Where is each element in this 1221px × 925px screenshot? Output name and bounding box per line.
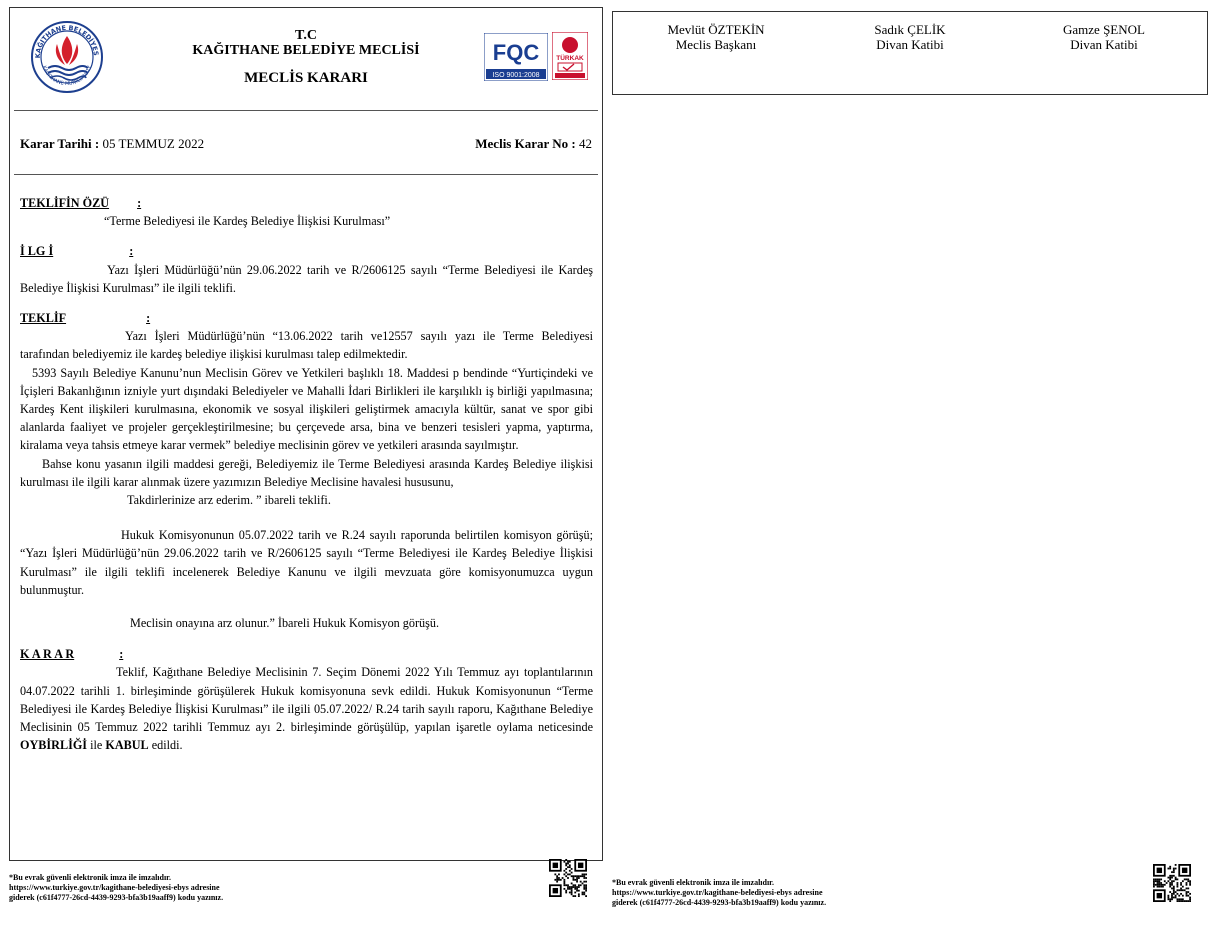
offer-heading: TEKLİF : — [20, 311, 151, 326]
number-value: 42 — [579, 136, 592, 151]
decision-page — [9, 7, 603, 861]
fqc-text: FQC — [492, 40, 540, 65]
signer-chairman — [636, 22, 796, 52]
turkak-text: TÜRKAK — [556, 55, 584, 62]
signature-page — [612, 11, 1208, 95]
offer-paragraph-1: Yazı İşleri Müdürlüğü’nün “13.06.2022 tarih ve12557 sayılı yazı ile Terme Belediyesi tarafından belediyemiz ile kardeş belediye ilişkisi kurulması talep edilmektedir. — [20, 329, 593, 362]
signer-role: Divan Katibi — [876, 37, 944, 52]
signer-name: Mevlüt ÖZTEKİN — [667, 22, 765, 37]
verification-link-left[interactable]: https://www.turkiye.gov.tr/kagithane-belediyesi-ebys adresine — [9, 883, 220, 892]
logo-top-text: KAĞITHANE BELEDİYES — [33, 23, 101, 59]
iso-text: ISO 9001:2008 — [492, 72, 540, 79]
logo-bottom-text: KAĞITHANE MUNICIPALITY — [40, 64, 94, 88]
commission-paragraph-2: Meclisin onayına arz olunur.” İbareli Hukuk Komisyon görüşü. — [130, 616, 440, 631]
offer-paragraph-2: 5393 Sayılı Belediye Kanunu’nun Meclisin Görev ve Yetkileri başlıklı 18. Maddesi p bendinde “Yurtiçindeki ve İçişleri Bakanlığının izniyle yurt dışındaki Belediyeler ve Mahalli İdari Birlikleri ile karşılıklı iş birliği yapılmasına; Kardeş Kent ilişkileri kurulmasına, ekonomik ve sosyal ilişkileri geliştirmek amacıyla kültür, sanat ve spor gibi alanlarda faaliyet ve projeler gerçekleştirilmesine; bu çerçevede arsa, bina ve benzeri tesisleri yapma, yaptırma, kiralama veya tahsis etmeye karar vermek” belediye meclisinin görev ve yetkileri arasında sayılmıştır. — [20, 365, 593, 453]
e-signature-note-left: *Bu evrak güvenli elektronik imza ile imzalıdır. https://www.turkiye.gov.tr/kagithane-belediyesi-ebys adresine giderek (c61f4777-26cd-4439-9293-bfa3b19aaff9) kodu yazınız. — [9, 873, 224, 902]
decision-heading: K A R A R : — [20, 647, 124, 662]
signer-clerk-1 — [830, 22, 990, 52]
document-header — [10, 8, 602, 111]
reference-text: Yazı İşleri Müdürlüğü’nün 29.06.2022 tarih ve R/2606125 sayılı “Terme Belediyesi ile Kardeş Belediye İlişkisi Kurulması” ile ilgili teklifi. — [20, 262, 593, 295]
decision-body — [20, 194, 593, 754]
summary-heading: TEKLİFİN ÖZÜ : — [20, 196, 142, 210]
accepted-label: KABUL — [105, 738, 149, 753]
e-signature-note-right: *Bu evrak güvenli elektronik imza ile imzalıdır. https://www.turkiye.gov.tr/kagithane-belediyesi-ebys adresine giderek (c61f4777-26cd-4439-9293-bfa3b19aaff9) kodu yazınız. — [612, 878, 827, 907]
qr-code-right — [1153, 864, 1191, 902]
qr-code-left — [549, 859, 587, 897]
offer-paragraph-4: Takdirlerinize arz ederim. ” ibareli teklifi. — [127, 493, 331, 508]
fqc-certification-logo — [484, 33, 548, 81]
commission-paragraph-1: Hukuk Komisyonunun 05.07.2022 tarih ve R.24 sayılı raporunda belirtilen komisyon görüşü; “Yazı İşleri Müdürlüğü’nün 29.06.2022 tarih ve R/2606125 sayılı “Terme Belediyesi ile Kardeş Belediye İlişkisi Kurulması” ile ilgili teklifi incelenerek Belediye Kanunu ve ilgili mevzuata göre komisyonumuzca uygun bulunmuştur. — [20, 528, 593, 597]
signer-role: Divan Katibi — [1070, 37, 1138, 52]
verification-link-right[interactable]: https://www.turkiye.gov.tr/kagithane-belediyesi-ebys adresine — [612, 888, 823, 897]
unanimous-label: OYBİRLİĞİ — [20, 738, 88, 753]
summary-title: TEKLİFİN ÖZÜ — [20, 196, 110, 210]
offer-paragraph-3: Bahse konu yasanın ilgili maddesi gereği, Belediyemiz ile Terme Belediyesi arasında Kardeş Belediye ilişkisi kurulması ile ilgili karar alınmak üzere yazımızın Belediye Meclisine havalesi hususunu, — [20, 456, 593, 489]
offer-title: TEKLİF — [20, 311, 67, 326]
header-divider — [14, 110, 598, 111]
signer-name: Sadık ÇELİK — [874, 22, 946, 37]
turkak-logo — [552, 32, 588, 80]
reference-title: İ LG İ — [20, 244, 54, 259]
header-doc-type: MECLİS KARARI — [244, 70, 368, 86]
decision-title: K A R A R — [20, 647, 75, 662]
signer-role: Meclis Başkanı — [675, 37, 757, 52]
decision-text: Teklif, Kağıthane Belediye Meclisinin 7. Seçim Dönemi 2022 Yılı Temmuz ayı toplantılarının 04.07.2022 tarihli 1. birleşiminde görüşülerek Hukuk komisyonuna sevk edildi. Hukuk Komisyonunun “Terme Belediyesi ile Kardeş Belediye İlişkisi Kurulması” ile ilgili 05.07.2022/ R.24 tarih sayılı raporu, Kağıthane Belediye Meclisinin 05 Temmuz 2022 tarihli Temmuz ayı 2. birleşiminde görüşülüp, yapılan işaretle oylama neticesinde OYBİRLİĞİ ile KABUL edildi. — [20, 665, 593, 753]
meta-divider — [14, 174, 598, 175]
signer-name: Gamze ŞENOL — [1063, 22, 1145, 37]
summary-text: “Terme Belediyesi ile Kardeş Belediye İlişkisi Kurulması” — [104, 214, 391, 229]
reference-heading: İ LG İ : — [20, 244, 134, 259]
number-label: Meclis Karar No : — [475, 136, 576, 151]
header-tc: T.C — [295, 28, 317, 43]
signer-clerk-2 — [1024, 22, 1184, 52]
header-council: KAĞITHANE BELEDİYE MECLİSİ — [192, 43, 420, 58]
date-label: Karar Tarihi : — [20, 136, 100, 151]
decision-number — [475, 136, 592, 152]
decision-date — [20, 136, 204, 152]
date-value: 05 TEMMUZ 2022 — [102, 136, 205, 151]
